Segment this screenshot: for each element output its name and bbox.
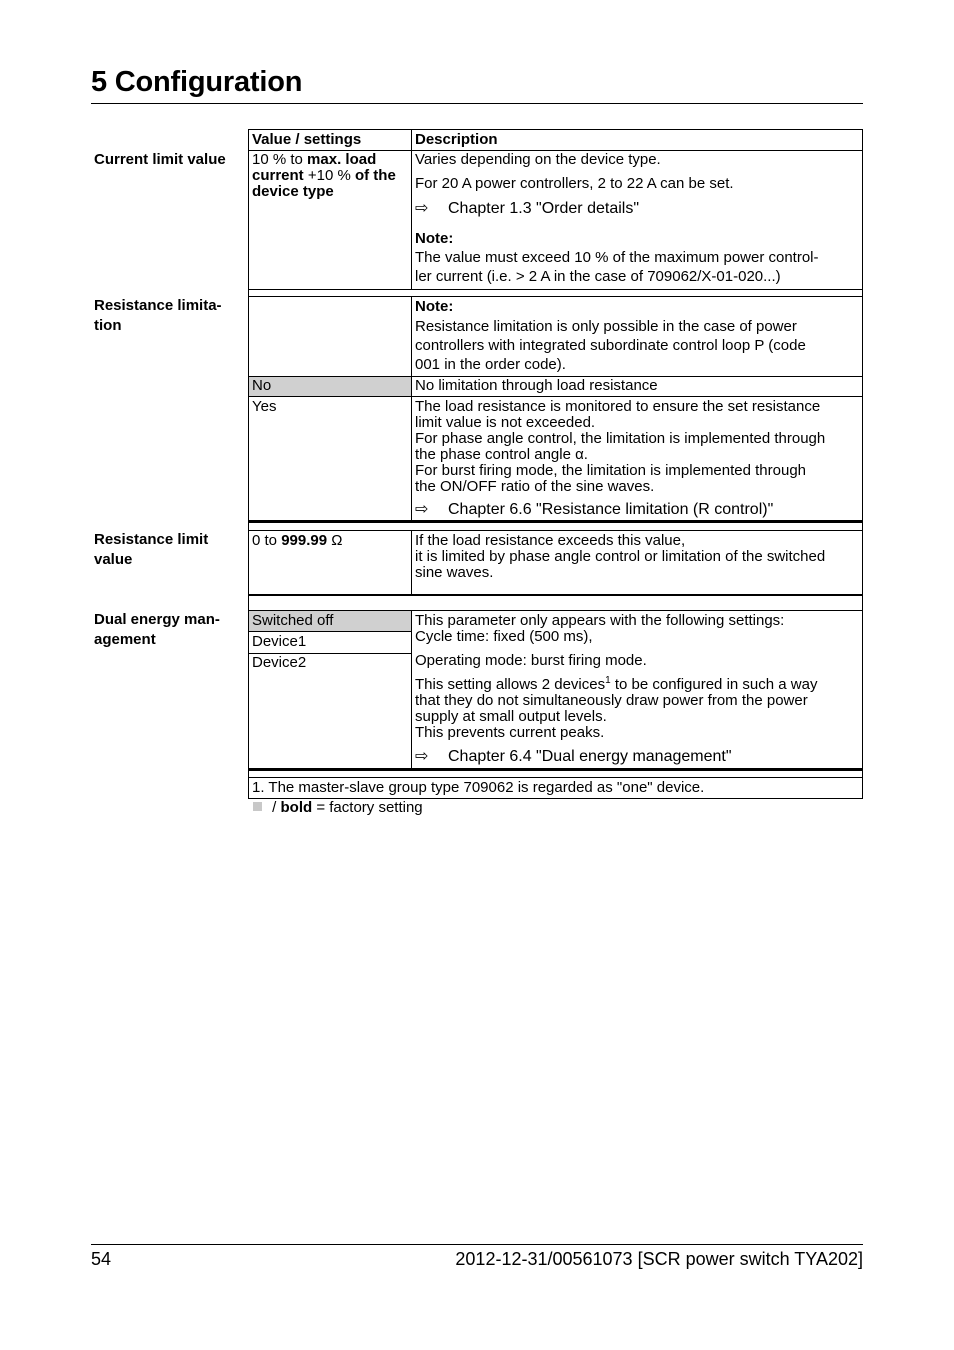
- footnote-text: 1. The master-slave group type 709062 is regarded as "one" device.: [252, 779, 705, 796]
- option-switched-off: Switched off: [252, 612, 334, 629]
- current-limit-note-title: Note:: [415, 230, 454, 247]
- current-limit-desc2: For 20 A power controllers, 2 to 22 A can be set.: [415, 175, 734, 192]
- option-device1: Device1: [252, 633, 307, 650]
- table-footnote: [248, 770, 863, 799]
- current-limit-value: 10 % to max. load current +10 % of the device type: [252, 151, 396, 200]
- resistance-note-title: Note:: [415, 298, 454, 315]
- option-no: No: [252, 377, 272, 394]
- row-divider: [249, 296, 862, 297]
- dual-energy-desc-a: This parameter only appears with the following settings: Cycle time: fixed (500 ms),: [415, 612, 785, 645]
- page-number: 54: [91, 1249, 112, 1269]
- dual-energy-desc-c: This setting allows 2 devices$^1$ to be configured in such a way that they do not simultaneously draw power from the power supply at small output levels. This prevents current peaks.: [415, 675, 818, 741]
- footer-rule: [91, 1244, 863, 1245]
- option-no-desc: No limitation through load resistance: [415, 377, 658, 394]
- header-description: Description: [415, 131, 498, 148]
- table-resistance-limitation: [248, 289, 863, 522]
- option-yes: Yes: [252, 398, 277, 415]
- header-value-settings: Value / settings: [252, 131, 362, 148]
- resistance-note-line1: Resistance limitation is only possible in the case of power: [415, 318, 797, 335]
- arrow-right-icon: ⇨: [415, 200, 429, 217]
- label-dual-energy: Dual energy man- agement: [94, 611, 220, 648]
- label-current-limit: Current limit value: [94, 151, 226, 168]
- column-divider: [411, 531, 412, 594]
- option-device2: Device2: [252, 654, 307, 671]
- label-resistance-limitation: Resistance limita- tion: [94, 297, 222, 334]
- row-divider: [249, 631, 411, 632]
- current-limit-note-line1: The value must exceed 10 % of the maximum power control-: [415, 249, 819, 266]
- gray-square-icon: [253, 802, 262, 811]
- chapter-title: 5 Configuration: [91, 66, 303, 98]
- chapter-link-dual-energy[interactable]: ⇨ Chapter 6.4 "Dual energy management": [415, 748, 732, 765]
- arrow-right-icon: ⇨: [415, 748, 429, 765]
- row-divider: [249, 530, 862, 531]
- resistance-note-line3: 001 in the order code).: [415, 356, 566, 373]
- resistance-note-line2: controllers with integrated subordinate control loop P (code: [415, 337, 806, 354]
- dual-energy-desc-b: Operating mode: burst firing mode.: [415, 652, 647, 669]
- factory-setting-legend: / bold = factory setting: [253, 799, 423, 816]
- row-divider: [249, 768, 862, 769]
- current-limit-desc1: Varies depending on the device type.: [415, 151, 661, 168]
- footnote-marker: 1: [605, 675, 611, 686]
- column-divider: [411, 297, 412, 521]
- row-divider: [249, 396, 862, 397]
- chapter-link-resistance-limitation[interactable]: ⇨ Chapter 6.6 "Resistance limitation (R control)": [415, 501, 774, 518]
- row-divider: [249, 520, 862, 521]
- header-rule: [91, 103, 863, 104]
- resistance-limit-range: 0 to 999.99 Ω: [252, 532, 343, 549]
- table-dual-energy: [248, 595, 863, 770]
- column-divider: [411, 130, 412, 289]
- table-current-limit: [248, 129, 863, 290]
- table-resistance-limit-value: [248, 522, 863, 595]
- resistance-limit-desc: If the load resistance exceeds this value, it is limited by phase angle control or limitation of the switched sine waves.: [415, 532, 826, 581]
- document-reference: 2012-12-31/00561073 [SCR power switch TYA202]: [455, 1249, 863, 1269]
- column-divider: [411, 611, 412, 769]
- option-yes-desc: The load resistance is monitored to ensure the set resistance limit value is not exceeded. For phase angle control, the limitation is implemented through the phase control angle α. For burst firing mode, the limitation is implemented through the ON/OFF ratio of the sine waves.: [415, 398, 826, 495]
- arrow-right-icon: ⇨: [415, 501, 429, 518]
- current-limit-note-line2: ler current (i.e. > 2 A in the case of 709062/X-01-020...): [415, 268, 781, 285]
- label-resistance-limit-value: Resistance limit value: [94, 531, 209, 568]
- row-divider: [249, 777, 862, 778]
- chapter-link-order-details[interactable]: ⇨ Chapter 1.3 "Order details": [415, 200, 640, 217]
